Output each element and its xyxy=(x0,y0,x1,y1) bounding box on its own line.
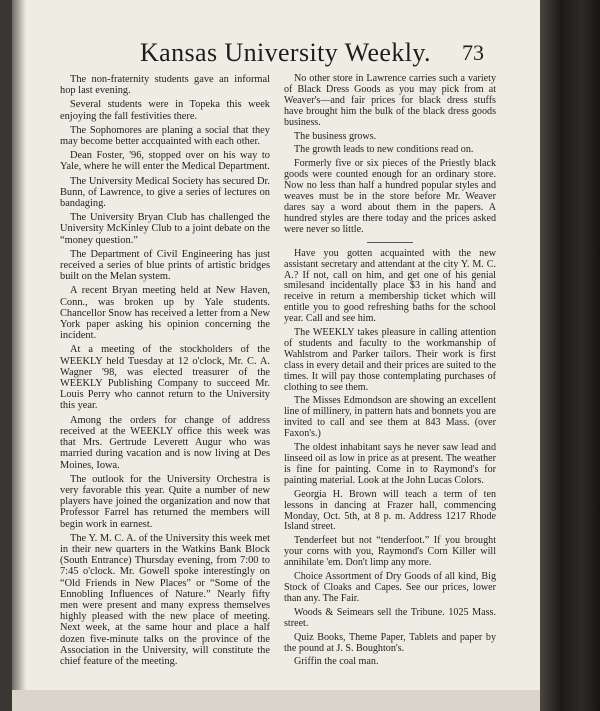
left-column xyxy=(60,74,270,670)
paragraph: The outlook for the University Orchestra is very favorable this year. Quite a number of new players have joined the organization and now that Professor Farrel has returned the members will begin work in earnest. xyxy=(60,473,270,530)
paragraph: A recent Bryan meeting held at New Haven, Conn., was broken up by Yale students. Chancellor Snow has received a letter from a New York paper asking his opinion concerning the incident. xyxy=(60,285,270,342)
right-column xyxy=(284,74,496,671)
page-gutter xyxy=(12,0,26,711)
paragraph: Among the orders for change of address received at the WEEKLY office this week was that Mrs. Gertrude Leverett Augur who was married during vacation and is now living at Des Moines, Iowa. xyxy=(60,414,270,471)
paragraph: The Y. M. C. A. of the University this week met in their new quarters in the Watkins Bank Block (South Entrance) Thursday evening, from 7:00 to 7:45 o'clock. Mr. Gowell spoke interestingly on “Old Friends in New Places” or “Some of the Ennobling Influences of Nature.” Nearly fifty men were present and many express themselves highly pleased with the new place of meeting. Next week, at the same hour and place a half dozen five-minute talks on the province of the Association in the University, will constitute the chief feature of the meeting. xyxy=(60,532,270,667)
paragraph: The oldest inhabitant says he never saw lead and linseed oil as low in price as at present. The weather is fine for painting. Come in to Raymond's for painting material. Look at the John Lucas Colors. xyxy=(284,442,496,486)
paragraph: The growth leads to new conditions read on. xyxy=(294,144,474,156)
page-header xyxy=(0,38,600,72)
section-divider xyxy=(367,242,413,243)
paragraph: Formerly five or six pieces of the Priestly black goods were counted enough for an ordinary store. Now no less than half a hundred popular styles and weaves must be in the store before Mr. Weaver dares say a word about them in the papers. A hundred styles are there today and the prices asked were never so little. xyxy=(284,158,496,235)
paragraph: No other store in Lawrence carries such a variety of Black Dress Goods as you may pick from at Weaver's—and fair prices for black dress stuffs have brought him the bulk of the black dress goods business. xyxy=(284,73,496,128)
page-bottom-edge xyxy=(12,690,540,711)
paragraph: Have you gotten acquainted with the new assistant secretary and attendant at the city Y. M. C. A.? If not, call on him, and get one of his genial smilesand incidentally place $3 in his hand and receive in return a membership ticket which will entitle you to good refreshing baths for the school year. Call and see him. xyxy=(284,247,496,325)
page-title: Kansas University Weekly. xyxy=(140,38,431,67)
paragraph: The University Medical Society has secured Dr. Bunn, of Lawrence, to give a series of lectures on bandaging. xyxy=(60,175,270,210)
paragraph: The Department of Civil Engineering has just received a series of blue prints of artistic bridges built on the Melan system. xyxy=(60,248,270,283)
book-binding-edge xyxy=(540,0,600,711)
paragraph: Griffin the coal man. xyxy=(294,656,379,668)
paragraph: Choice Assortment of Dry Goods of all kind, Big Stock of Cloaks and Capes. See our prices, lower than any. The Fair. xyxy=(284,571,496,604)
paragraph: Woods & Seimears sell the Tribune. 1025 Mass. street. xyxy=(284,606,496,629)
paragraph: Dean Foster, '96, stopped over on his way to Yale, where he will enter the Medical Department. xyxy=(60,150,270,173)
paragraph: The business grows. xyxy=(294,130,377,142)
paragraph: At a meeting of the stockholders of the WEEKLY held Tuesday at 12 o'clock, Mr. C. A. Wagner '98, was elected treasurer of the WEEKLY Publishing Company to succeed Mr. Louis Perry who cannot return to the University this year. xyxy=(60,344,270,412)
paragraph: The Sophomores are planing a social that they may become better accquainted with each other. xyxy=(60,124,270,148)
paragraph: Tenderfeet but not “tenderfoot.” If you brought your corns with you, Raymond's Corn Killer will annihilate 'em. Don't limp any more. xyxy=(284,535,496,569)
paragraph: The Misses Edmondson are showing an excellent line of millinery, in pattern hats and bonnets you are invited to call and see them at 843 Mass. (over Faxon's.) xyxy=(284,395,496,440)
paragraph: Quiz Books, Theme Paper, Tablets and paper by the pound at J. S. Boughton's. xyxy=(284,631,496,654)
page-number: 73 xyxy=(462,40,484,65)
paragraph: Several students were in Topeka this week enjoying the fall festivities there. xyxy=(60,99,270,122)
paragraph: The non-fraternity students gave an informal hop last evening. xyxy=(60,74,270,97)
paragraph: Georgia H. Brown will teach a term of ten lessons in dancing at Frazer hall, commencing Monday, Oct. 5th, at 8 p. m. Address 1217 Rhode Island street. xyxy=(284,488,496,533)
scan-left-edge xyxy=(0,0,12,711)
paragraph: The WEEKLY takes pleasure in calling attention of students and faculty to the workmanship of Wahlstrom and Parker tailors. Their work is first class in every detail and their prices are suited to the times. It will pay those contemplating purchases of clothing to see them. xyxy=(284,327,496,393)
paragraph: The University Bryan Club has challenged the University McKinley Club to a joint debate on the “money question.” xyxy=(60,212,270,246)
